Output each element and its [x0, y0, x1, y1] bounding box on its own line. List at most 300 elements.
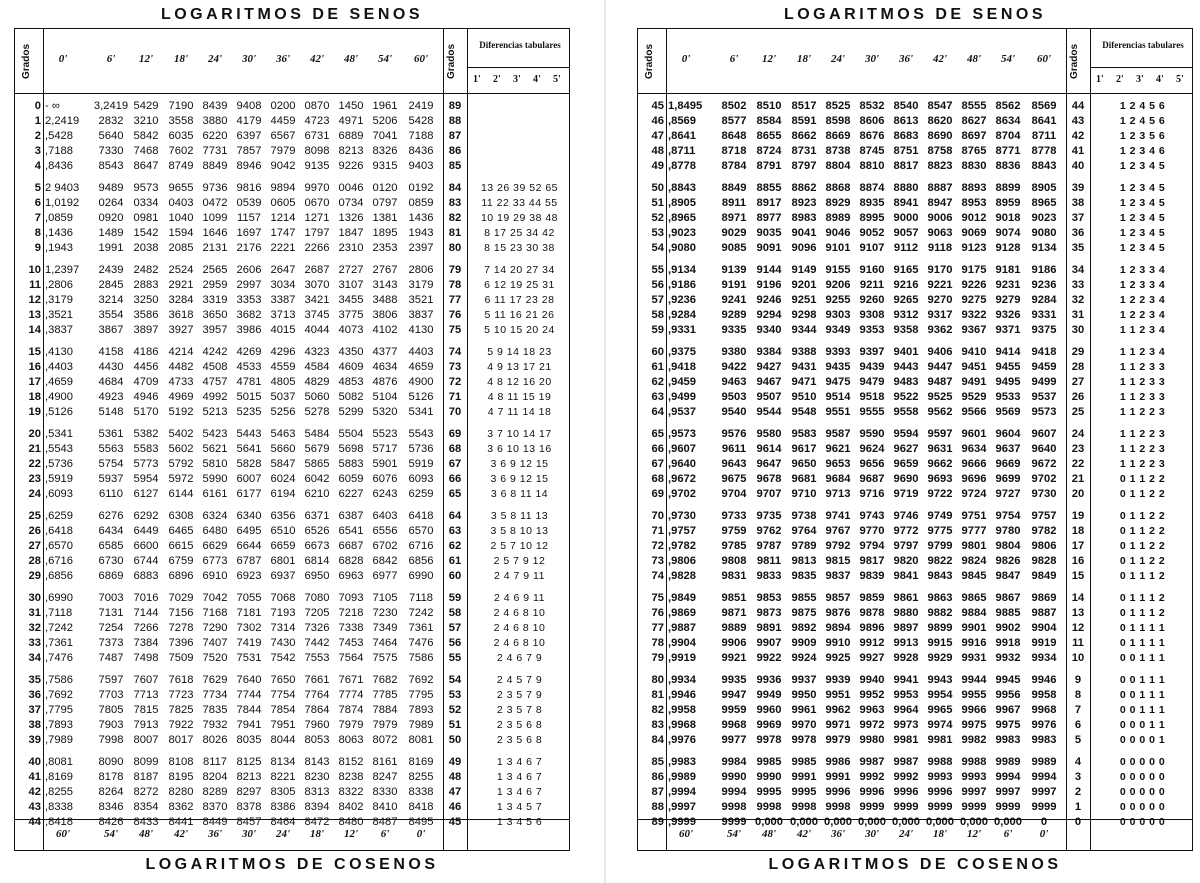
degree-cell: 5: [34, 182, 41, 194]
log-value-cell: 9999: [961, 801, 987, 813]
log-value-cell: 4923: [98, 391, 124, 403]
log-value-cell: 4430: [98, 361, 124, 373]
log-value-cell: 9937: [791, 674, 817, 686]
log-value-cell: 4296: [270, 346, 296, 358]
table-row: [15, 263, 569, 278]
log-value-cell: 9997: [1031, 786, 1057, 798]
log-value-cell: 4781: [236, 376, 262, 388]
log-value-cell: 9326: [995, 309, 1021, 321]
log-value-cell: 8517: [791, 100, 817, 112]
log-value-cell: 8724: [756, 145, 782, 157]
log-value-cell: 9921: [721, 652, 747, 664]
log-value-cell: 9255: [825, 294, 851, 306]
log-value-cell: 8598: [825, 115, 851, 127]
table-row: [638, 718, 1192, 733]
log-value-cell: ,6418: [45, 525, 73, 537]
complement-degree-cell: 51: [448, 719, 462, 731]
degree-cell: 55: [651, 264, 664, 276]
column-header: 30': [241, 53, 257, 65]
diff-values-cell: 8 15 23 30 38: [484, 242, 555, 254]
column-header: 0': [681, 53, 691, 65]
log-value-cell: 1040: [168, 212, 194, 224]
log-value-cell: 5299: [338, 406, 364, 418]
degree-cell: 73: [651, 555, 664, 567]
log-value-cell: 9777: [961, 525, 987, 537]
log-value-cell: 9414: [995, 346, 1021, 358]
table-row: [638, 308, 1192, 323]
complement-degree-cell: 14: [1071, 592, 1085, 604]
degree-cell: 48: [651, 145, 664, 157]
column-header: 24': [830, 53, 846, 65]
table-row: [15, 278, 569, 293]
log-value-cell: 9308: [859, 309, 885, 321]
log-value-cell: 9335: [721, 324, 747, 336]
table-row: [638, 144, 1192, 159]
log-value-cell: 9716: [859, 488, 885, 500]
log-value-cell: 9724: [961, 488, 987, 500]
complement-degree-cell: 64: [448, 510, 462, 522]
diff-values-cell: 1 3 4 6 7: [496, 756, 543, 768]
log-value-cell: 9861: [893, 592, 919, 604]
table-row: [638, 509, 1192, 524]
log-value-cell: 9963: [859, 704, 885, 716]
log-value-cell: 9931: [961, 652, 987, 664]
log-value-cell: 9775: [927, 525, 953, 537]
log-value-cell: 6434: [98, 525, 124, 537]
log-value-cell: 4969: [168, 391, 194, 403]
log-value-cell: 0,000: [960, 816, 988, 828]
log-value-cell: 6526: [304, 525, 330, 537]
log-value-cell: 7754: [270, 689, 296, 701]
log-value-cell: ,5341: [45, 428, 73, 440]
log-value-cell: 8893: [961, 182, 987, 194]
log-value-cell: 3957: [202, 324, 228, 336]
log-value-cell: 8495: [408, 816, 434, 828]
log-value-cell: 8655: [756, 130, 782, 142]
log-value-cell: 9977: [721, 734, 747, 746]
log-value-cell: 0120: [372, 182, 398, 194]
degree-cell: 44: [28, 816, 41, 828]
log-value-cell: 7509: [168, 652, 194, 664]
log-value-cell: 9607: [1031, 428, 1057, 440]
diff-values-cell: 2 4 6 8 10: [493, 637, 546, 649]
log-value-cell: 9988: [927, 756, 953, 768]
log-value-cell: 6449: [133, 525, 159, 537]
log-value-cell: 2767: [372, 264, 398, 276]
column-header: 42': [932, 53, 948, 65]
complement-degree-cell: 33: [1071, 279, 1085, 291]
log-value-cell: 8007: [133, 734, 159, 746]
log-value-cell: 9666: [961, 458, 987, 470]
log-value-cell: 9897: [893, 622, 919, 634]
degree-cell: 52: [651, 212, 664, 224]
log-value-cell: 7242: [408, 607, 434, 619]
degree-cell: 81: [651, 689, 664, 701]
log-value-cell: 9983: [995, 734, 1021, 746]
table-row: [15, 718, 569, 733]
log-value-cell: 9012: [961, 212, 987, 224]
degree-cell: 59: [651, 324, 664, 336]
log-value-cell: 7384: [133, 637, 159, 649]
log-value-cell: 9558: [893, 406, 919, 418]
log-value-cell: 8749: [168, 160, 194, 172]
log-value-cell: 4456: [133, 361, 159, 373]
log-value-cell: 9932: [995, 652, 1021, 664]
log-value-cell: 9315: [372, 160, 398, 172]
log-value-cell: ,6856: [45, 570, 73, 582]
degree-cell: 33: [28, 637, 41, 649]
log-value-cell: 2524: [168, 264, 194, 276]
log-value-cell: ,3521: [45, 309, 73, 321]
log-value-cell: 8370: [202, 801, 228, 813]
log-value-cell: 4609: [338, 361, 364, 373]
log-value-cell: 4733: [168, 376, 194, 388]
degree-cell: 25: [28, 510, 41, 522]
table-row: [15, 703, 569, 718]
log-value-cell: 4992: [202, 391, 228, 403]
complement-degree-cell: 6: [1074, 719, 1082, 731]
log-value-cell: 5660: [270, 443, 296, 455]
log-value-cell: 9789: [791, 540, 817, 552]
table-row: [638, 569, 1192, 584]
table-row: [15, 323, 569, 338]
log-value-cell: 8108: [168, 756, 194, 768]
log-value-cell: 6356: [270, 510, 296, 522]
complement-degree-cell: 2: [1074, 786, 1082, 798]
diff-values-cell: 0 0 0 0 0: [1119, 756, 1166, 768]
complement-degree-cell: 22: [1071, 458, 1085, 470]
log-value-cell: 9958: [1031, 689, 1057, 701]
log-value-cell: ,8436: [45, 160, 73, 172]
complement-degree-cell: 10: [1071, 652, 1085, 664]
log-value-cell: 8386: [270, 801, 296, 813]
log-value-cell: 3927: [168, 324, 194, 336]
log-value-cell: 1895: [372, 227, 398, 239]
log-value-cell: 5148: [98, 406, 124, 418]
log-value-cell: 9929: [927, 652, 953, 664]
diferencias-title: Diferencias tabulares: [479, 40, 561, 50]
table-row: [15, 293, 569, 308]
log-value-cell: 5919: [408, 458, 434, 470]
log-value-cell: 3284: [168, 294, 194, 306]
log-value-cell: 9275: [961, 294, 987, 306]
log-value-cell: 9934: [1031, 652, 1057, 664]
table-row: [638, 733, 1192, 748]
log-value-cell: 7932: [202, 719, 228, 731]
log-value-cell: 9754: [995, 510, 1021, 522]
log-value-cell: 9693: [927, 473, 953, 485]
log-value-cell: 4350: [338, 346, 364, 358]
log-value-cell: 9349: [825, 324, 851, 336]
log-value-cell: 9996: [859, 786, 885, 798]
log-value-cell: 9459: [1031, 361, 1057, 373]
log-value-cell: 6007: [236, 473, 262, 485]
log-value-cell: ,9828: [668, 570, 696, 582]
degree-cell: 10: [28, 264, 41, 276]
log-value-cell: 9994: [721, 786, 747, 798]
log-value-cell: 9410: [961, 346, 987, 358]
table-row: [15, 673, 569, 688]
log-value-cell: 8569: [1031, 100, 1057, 112]
log-value-cell: 9317: [927, 309, 953, 321]
log-value-cell: 4900: [408, 376, 434, 388]
log-value-cell: ,9934: [668, 674, 696, 686]
log-value-cell: 8305: [270, 786, 296, 798]
log-value-cell: 9637: [995, 443, 1021, 455]
table-row: [15, 226, 569, 241]
diff-values-cell: 2 5 7 10 12: [490, 540, 549, 552]
diff-values-cell: 1 1 2 2 3: [1119, 458, 1166, 470]
log-value-cell: 9918: [995, 637, 1021, 649]
log-value-cell: 9371: [995, 324, 1021, 336]
log-value-cell: 7407: [202, 637, 228, 649]
diff-values-cell: 3 6 9 12 15: [490, 458, 549, 470]
log-value-cell: 3880: [202, 115, 228, 127]
log-value-cell: 9406: [927, 346, 953, 358]
diff-column-header: 4': [533, 74, 541, 85]
log-value-cell: 9042: [270, 160, 296, 172]
log-value-cell: 8983: [791, 212, 817, 224]
log-value-cell: ,8255: [45, 786, 73, 798]
log-value-cell: ,5126: [45, 406, 73, 418]
log-value-cell: 9989: [995, 756, 1021, 768]
log-value-cell: 9656: [859, 458, 885, 470]
complement-degree-cell: 5: [1074, 734, 1082, 746]
log-value-cell: 6910: [202, 570, 228, 582]
log-value-cell: ,9730: [668, 510, 696, 522]
degree-cell: 68: [651, 473, 664, 485]
complement-degree-cell: 8: [1074, 689, 1082, 701]
log-value-cell: 9902: [995, 622, 1021, 634]
log-value-cell: 9741: [825, 510, 851, 522]
log-value-cell: 4158: [98, 346, 124, 358]
log-value-cell: 9853: [756, 592, 782, 604]
diff-values-cell: 10 19 29 38 48: [480, 212, 559, 224]
log-value-cell: 7498: [133, 652, 159, 664]
log-value-cell: 9978: [756, 734, 782, 746]
log-value-cell: 7640: [236, 674, 262, 686]
page-gutter: [604, 0, 606, 883]
diff-values-cell: 0 1 1 1 2: [1119, 592, 1166, 604]
log-value-cell: 9953: [893, 689, 919, 701]
log-value-cell: 9118: [927, 242, 953, 254]
log-value-cell: 9331: [1031, 309, 1057, 321]
table-row: [15, 509, 569, 524]
footer-column-label: 30': [241, 828, 257, 840]
log-value-cell: 9999: [893, 801, 919, 813]
log-value-cell: 9996: [825, 786, 851, 798]
log-value-cell: ,8169: [45, 771, 73, 783]
log-value-cell: 2959: [202, 279, 228, 291]
table-row: [15, 360, 569, 375]
log-value-cell: 5883: [338, 458, 364, 470]
log-value-cell: 9928: [893, 652, 919, 664]
log-value-cell: 9960: [756, 704, 782, 716]
degree-cell: 45: [651, 100, 664, 112]
log-value-cell: 7254: [98, 622, 124, 634]
diff-values-cell: 5 11 16 21 26: [484, 309, 555, 321]
log-value-cell: 9980: [859, 734, 885, 746]
complement-degree-cell: 12: [1071, 622, 1085, 634]
log-value-cell: 8195: [168, 771, 194, 783]
log-value-cell: ,9989: [668, 771, 696, 783]
log-value-cell: ,3179: [45, 294, 73, 306]
log-value-cell: 9431: [791, 361, 817, 373]
log-value-cell: 8823: [927, 160, 953, 172]
column-header: 60': [1036, 53, 1052, 65]
log-value-cell: 8917: [756, 197, 782, 209]
log-value-cell: ,9904: [668, 637, 696, 649]
complement-degree-cell: 0: [1074, 816, 1082, 828]
log-value-cell: 9196: [756, 279, 782, 291]
log-value-cell: 6869: [98, 570, 124, 582]
log-value-cell: 9970: [304, 182, 330, 194]
log-value-cell: 9904: [1031, 622, 1057, 634]
diff-values-cell: 8 17 25 34 42: [484, 227, 555, 239]
log-value-cell: 7960: [304, 719, 330, 731]
log-value-cell: 0734: [338, 197, 364, 209]
table-row: [15, 114, 569, 129]
diff-column-header: 5': [553, 74, 561, 85]
log-value-cell: 9843: [927, 570, 953, 582]
log-value-cell: 6210: [304, 488, 330, 500]
page-title-bottom: LOGARITMOS DE COSENOS: [768, 856, 1062, 873]
log-value-cell: 9892: [791, 622, 817, 634]
log-value-cell: ,9869: [668, 607, 696, 619]
log-value-cell: 8161: [372, 756, 398, 768]
log-value-cell: 7105: [372, 592, 398, 604]
log-value-cell: 9735: [756, 510, 782, 522]
log-value-cell: 1489: [98, 227, 124, 239]
log-value-cell: 9643: [721, 458, 747, 470]
log-value-cell: 5842: [133, 130, 159, 142]
log-value-cell: 6896: [168, 570, 194, 582]
degree-cell: 18: [28, 391, 41, 403]
log-value-cell: 9941: [893, 674, 919, 686]
degree-cell: 58: [651, 309, 664, 321]
log-value-cell: 9922: [756, 652, 782, 664]
log-value-cell: 8178: [98, 771, 124, 783]
log-value-cell: 5937: [98, 473, 124, 485]
log-value-cell: 6814: [304, 555, 330, 567]
table-row: [638, 688, 1192, 703]
log-value-cell: 7597: [98, 674, 124, 686]
log-value-cell: 6144: [168, 488, 194, 500]
complement-degree-cell: 83: [448, 197, 462, 209]
log-value-cell: ,8641: [668, 130, 696, 142]
diff-values-cell: 0 0 0 0 0: [1119, 801, 1166, 813]
log-value-cell: 8648: [721, 130, 747, 142]
log-value-cell: 9590: [859, 428, 885, 440]
log-value-cell: ,9080: [668, 242, 696, 254]
complement-degree-cell: 48: [448, 771, 462, 783]
log-value-cell: 8731: [791, 145, 817, 157]
log-value-cell: 9471: [791, 376, 817, 388]
log-value-cell: 7520: [202, 652, 228, 664]
column-header: 24': [207, 53, 223, 65]
complement-degree-cell: 73: [448, 361, 462, 373]
log-value-cell: 8346: [98, 801, 124, 813]
log-value-cell: 9265: [893, 294, 919, 306]
log-value-cell: 8989: [825, 212, 851, 224]
log-value-cell: 9962: [825, 704, 851, 716]
log-value-cell: 5192: [168, 406, 194, 418]
log-value-cell: 4214: [168, 346, 194, 358]
complement-degree-cell: 19: [1071, 510, 1085, 522]
degree-cell: 50: [651, 182, 664, 194]
log-value-cell: 9722: [927, 488, 953, 500]
log-value-cell: 8562: [995, 100, 1021, 112]
log-value-cell: 7542: [270, 652, 296, 664]
grados-header-left: Grados: [21, 43, 32, 79]
log-value-cell: 9899: [927, 622, 953, 634]
degree-cell: 16: [28, 361, 41, 373]
log-value-cell: 6773: [202, 555, 228, 567]
log-value-cell: 8480: [338, 816, 364, 828]
diff-values-cell: 6 11 17 23 28: [484, 294, 555, 306]
log-value-cell: 9289: [721, 309, 747, 321]
log-value-cell: 9985: [756, 756, 782, 768]
log-value-cell: 3488: [372, 294, 398, 306]
log-value-cell: 9799: [927, 540, 953, 552]
log-value-cell: 7003: [98, 592, 124, 604]
complement-degree-cell: 32: [1071, 294, 1085, 306]
log-value-cell: 1,2397: [45, 264, 80, 276]
degree-cell: 3: [34, 145, 41, 157]
log-value-cell: 5278: [304, 406, 330, 418]
table-row: [15, 524, 569, 539]
log-value-cell: 5828: [236, 458, 262, 470]
log-value-cell: 9826: [995, 555, 1021, 567]
log-value-cell: ,9702: [668, 488, 696, 500]
log-value-cell: 0670: [304, 197, 330, 209]
diff-values-cell: 0 1 1 1 1: [1119, 622, 1166, 634]
log-value-cell: 6990: [408, 570, 434, 582]
log-value-cell: ,7242: [45, 622, 73, 634]
log-value-cell: 0,000: [790, 816, 818, 828]
log-value-cell: 6177: [236, 488, 262, 500]
complement-degree-cell: 85: [448, 160, 462, 172]
log-value-cell: 8169: [408, 756, 434, 768]
log-value-cell: 8804: [825, 160, 851, 172]
log-value-cell: 9873: [756, 607, 782, 619]
table-row: [15, 733, 569, 748]
degree-cell: 27: [28, 540, 41, 552]
log-value-cell: 9358: [893, 324, 919, 336]
diff-values-cell: 1 3 4 5 7: [496, 801, 543, 813]
degree-cell: 80: [651, 674, 664, 686]
log-value-cell: 9653: [825, 458, 851, 470]
column-header: 18': [173, 53, 189, 65]
log-value-cell: 8647: [133, 160, 159, 172]
log-value-cell: 8977: [756, 212, 782, 224]
degree-cell: 87: [651, 786, 664, 798]
log-value-cell: ,7361: [45, 637, 73, 649]
log-value-cell: 9987: [893, 756, 919, 768]
degree-cell: 71: [651, 525, 664, 537]
degree-cell: 2: [34, 130, 41, 142]
log-value-cell: 7016: [133, 592, 159, 604]
log-value-cell: 4044: [304, 324, 330, 336]
log-value-cell: 3867: [98, 324, 124, 336]
table-row: [15, 591, 569, 606]
log-value-cell: 1436: [408, 212, 434, 224]
log-value-cell: 8525: [825, 100, 851, 112]
log-value-cell: 3107: [338, 279, 364, 291]
log-value-cell: 7487: [98, 652, 124, 664]
log-value-cell: 7029: [168, 592, 194, 604]
table-row: [638, 591, 1192, 606]
